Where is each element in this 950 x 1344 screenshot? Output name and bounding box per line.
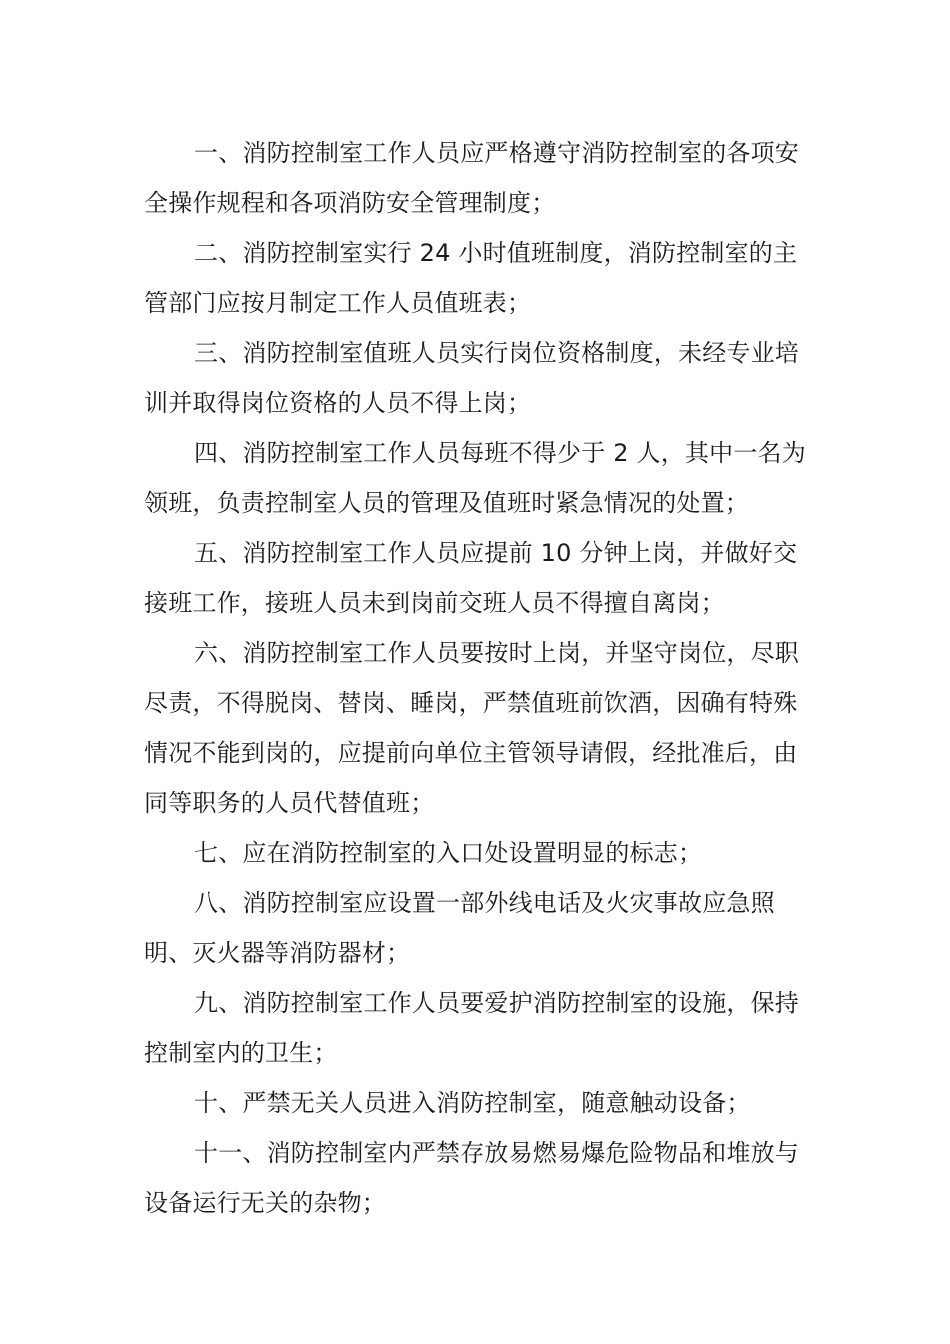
rule-paragraph-3: 三、消防控制室值班人员实行岗位资格制度，未经专业培训并取得岗位资格的人员不得上岗；: [144, 339, 799, 417]
rule-paragraph-6: 六、消防控制室工作人员要按时上岗，并坚守岗位，尽职尽责，不得脱岗、替岗、睡岗，严禁值班前饮酒，因确有特殊情况不能到岗的，应提前向单位主管领导请假，经批准后，由同等职务的人员代替值班；: [144, 639, 799, 817]
document-body: [144, 128, 806, 1228]
rule-paragraph-4: 四、消防控制室工作人员每班不得少于 2 人，其中一名为领班，负责控制室人员的管理及值班时紧急情况的处置；: [144, 439, 806, 517]
rule-paragraph-11: 十一、消防控制室内严禁存放易燃易爆危险物品和堆放与设备运行无关的杂物；: [144, 1139, 799, 1217]
rule-paragraph-1: 一、消防控制室工作人员应严格遵守消防控制室的各项安全操作规程和各项消防安全管理制度；: [144, 139, 799, 217]
rule-paragraph-10: 十、严禁无关人员进入消防控制室，随意触动设备；: [194, 1089, 751, 1117]
rule-paragraph-7: 七、应在消防控制室的入口处设置明显的标志；: [194, 839, 703, 867]
rule-paragraph-5: 五、消防控制室工作人员应提前 10 分钟上岗，并做好交接班工作，接班人员未到岗前交班人员不得擅自离岗；: [144, 539, 798, 617]
rule-paragraph-9: 九、消防控制室工作人员要爱护消防控制室的设施，保持控制室内的卫生；: [144, 989, 799, 1067]
rule-paragraph-8: 八、消防控制室应设置一部外线电话及火灾事故应急照明、灭火器等消防器材；: [144, 889, 775, 967]
rule-paragraph-2: 二、消防控制室实行 24 小时值班制度，消防控制室的主管部门应按月制定工作人员值班表；: [144, 239, 798, 317]
